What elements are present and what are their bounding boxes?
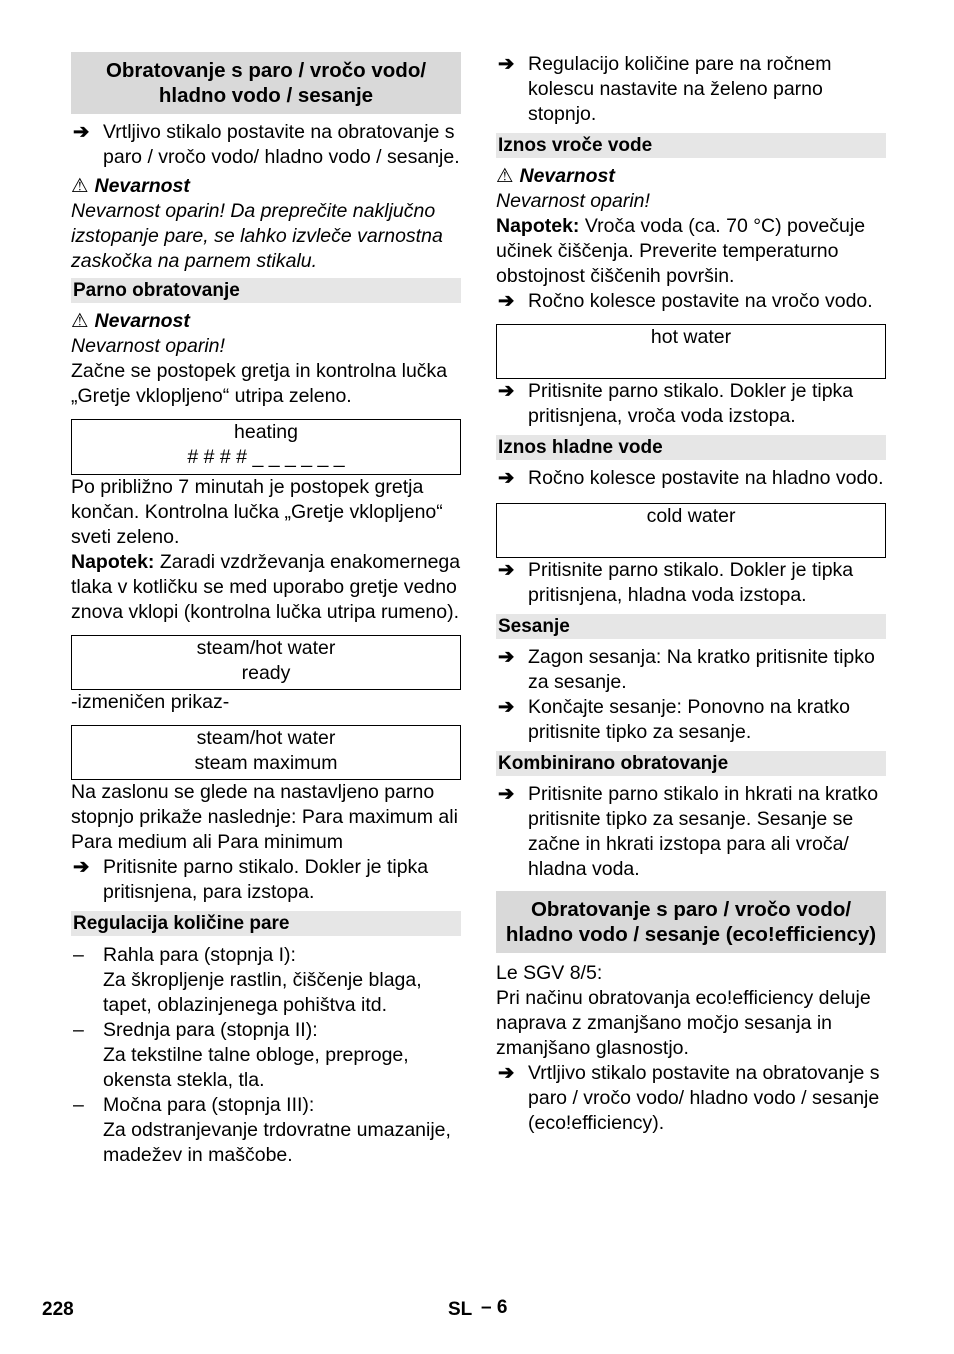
paragraph: -izmeničen prikaz- <box>71 691 230 713</box>
instruction-step: ➔ Pritisnite parno stikalo. Dokler je tipka pritisnjena, vroča voda izstopa. <box>498 380 854 427</box>
chapter-title-eco: Obratovanje s paro / vročo vodo/ hladno vodo / sesanje (eco!efficiency) <box>496 891 886 953</box>
display-steam-max: steam/hot water steam maximum <box>71 725 461 780</box>
display-ready: steam/hot water ready <box>71 635 461 690</box>
left-column <box>71 52 461 1168</box>
dash-icon: – <box>73 1019 84 1041</box>
note: Napotek: Zaradi vzdrževanja enakomernega tlaka v kotličku se med uporabo gretje vedno znova vklopi (kontrolna lučka utripa rumeno). <box>71 551 461 623</box>
display-cold-water: cold water <box>496 503 886 558</box>
page-number: 228 <box>42 1299 74 1320</box>
dash-icon: – <box>73 944 84 966</box>
warning-text: Nevarnost oparin! Da preprečite naključno izstopanje pare, se lahko izvleče varnostna zaskočka na parnem stikalu. <box>71 200 443 272</box>
arrow-icon: ➔ <box>498 380 515 402</box>
warning-text: Nevarnost oparin! <box>71 335 225 357</box>
paragraph: Le SGV 8/5: <box>496 962 603 984</box>
section-heading-combined: Kombinirano obratovanje <box>496 751 886 776</box>
arrow-icon: ➔ <box>498 783 515 805</box>
dash-icon: – <box>73 1094 84 1116</box>
arrow-icon: ➔ <box>498 53 515 75</box>
section-heading-cold-water: Iznos hladne vode <box>496 435 886 460</box>
instruction-step: ➔ Vrtljivo stikalo postavite na obratovanje s paro / vročo vodo/ hladno vodo / sesanje (eco!efficiency). <box>498 1062 880 1134</box>
display-hot-water: hot water <box>496 324 886 379</box>
paragraph: Začne se postopek gretja in kontrolna lučka „Gretje vklopljeno“ utripa zeleno. <box>71 360 448 407</box>
paragraph: Na zaslonu se glede na nastavljeno parno stopnjo prikaže naslednje: Para maximum ali Para medium ali Para minimum <box>71 781 458 853</box>
list-item: – Rahla para (stopnja I): Za škropljenje rastlin, čiščenje blaga, tapet, oblazinjenega pohištva itd. <box>73 944 422 1016</box>
warning-heading: ⚠ Nevarnost <box>496 165 615 187</box>
instruction-step: ➔ Pritisnite parno stikalo in hkrati na kratko pritisnite tipko za sesanje. Sesanje se začne in hkrati izstopa para ali vroča/ hladna voda. <box>498 783 879 880</box>
section-heading-regulation: Regulacija količine pare <box>71 911 461 936</box>
paragraph: Pri načinu obratovanja eco!efficiency deluje naprava z zmanjšano močjo sesanja in zmanjšano glasnostjo. <box>496 987 871 1059</box>
footer-language: SL <box>448 1299 473 1320</box>
instruction-step: ➔ Zagon sesanja: Na kratko pritisnite tipko za sesanje. <box>498 646 875 693</box>
instruction-step: ➔ Ročno kolesce postavite na vročo vodo. <box>498 290 873 312</box>
section-heading-suction: Sesanje <box>496 614 886 639</box>
display-heating: heating # # # # _ _ _ _ _ _ <box>71 419 461 475</box>
note: Napotek: Vroča voda (ca. 70 °C) povečuje učinek čiščenja. Preverite temperaturno obstojnost čiščenih površin. <box>496 215 866 287</box>
instruction-step: ➔ Regulacijo količine pare na ročnem kolescu nastavite na želeno parno stopnjo. <box>498 53 832 125</box>
arrow-icon: ➔ <box>73 856 90 878</box>
instruction-step: ➔ Vrtljivo stikalo postavite na obratovanje s paro / vročo vodo/ hladno vodo / sesanje. <box>73 121 460 168</box>
arrow-icon: ➔ <box>498 646 515 668</box>
section-heading-hot-water: Iznos vroče vode <box>496 133 886 158</box>
arrow-icon: ➔ <box>498 696 515 718</box>
instruction-step: ➔ Končajte sesanje: Ponovno na kratko pritisnite tipko za sesanje. <box>498 696 850 743</box>
arrow-icon: ➔ <box>498 290 515 312</box>
list-item: – Močna para (stopnja III): Za odstranjevanje trdovratne umazanije, madežev in maščobe. <box>73 1094 451 1166</box>
warning-text: Nevarnost oparin! <box>496 190 650 212</box>
right-column <box>496 52 886 1136</box>
list-item: – Srednja para (stopnja II): Za tekstilne talne obloge, preproge, okensta stekla, tla. <box>73 1019 409 1091</box>
paragraph: Po približno 7 minutah je postopek gretja končan. Kontrolna lučka „Gretje vklopljeno“ sveti zeleno. <box>71 476 443 548</box>
instruction-step: ➔ Pritisnite parno stikalo. Dokler je tipka pritisnjena, hladna voda izstopa. <box>498 559 854 606</box>
arrow-icon: ➔ <box>498 559 515 581</box>
warning-heading: ⚠ Nevarnost <box>71 310 190 332</box>
arrow-icon: ➔ <box>73 121 90 143</box>
warning-icon: ⚠ <box>71 310 89 332</box>
chapter-title: Obratovanje s paro / vročo vodo/ hladno vodo / sesanje <box>71 52 461 114</box>
arrow-icon: ➔ <box>498 467 515 489</box>
instruction-step: ➔ Pritisnite parno stikalo. Dokler je tipka pritisnjena, para izstopa. <box>73 856 429 903</box>
instruction-step: ➔ Ročno kolesce postavite na hladno vodo. <box>498 467 884 489</box>
section-heading-steam: Parno obratovanje <box>71 278 461 303</box>
warning-icon: ⚠ <box>496 165 514 187</box>
footer-section: – 6 <box>481 1297 508 1318</box>
warning-heading: ⚠ Nevarnost <box>71 175 190 197</box>
arrow-icon: ➔ <box>498 1062 515 1084</box>
warning-icon: ⚠ <box>71 175 89 197</box>
